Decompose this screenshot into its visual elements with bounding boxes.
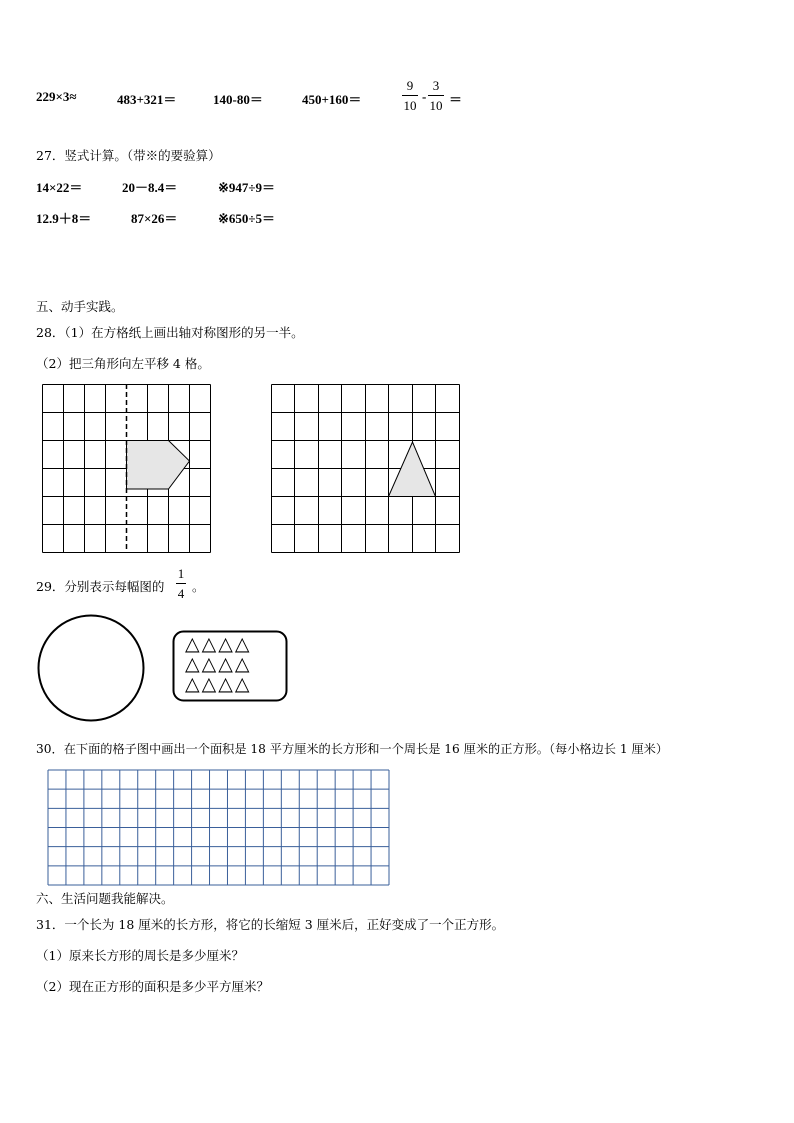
triangle-icon: △	[234, 653, 252, 675]
triangle-icon: △	[218, 653, 235, 675]
q29-text: 29．分别表示每幅图的	[36, 579, 165, 594]
circle-shape	[39, 616, 144, 721]
section5-title: 五、动手实践。	[36, 299, 124, 314]
triangle-icon: △	[201, 673, 219, 695]
triangle-icon: △	[185, 653, 202, 675]
triangle-icon: △	[201, 653, 219, 675]
fraction-numerator: 1	[177, 566, 185, 581]
circle-figure	[36, 613, 148, 725]
q31-sub2: （2）现在正方形的面积是多少平方厘米？	[36, 979, 269, 994]
fraction-equals: ＝	[449, 92, 463, 107]
triangle-icon: △	[201, 633, 219, 655]
fraction-nine-tenths	[402, 78, 418, 113]
section6-title: 六、生活问题我能解决。	[36, 891, 174, 906]
fraction-denominator: 4	[177, 586, 185, 601]
triangle-icon: △	[185, 673, 202, 695]
translation-grid	[271, 384, 463, 556]
triangle-grid	[185, 634, 281, 694]
q28-line2: （2）把三角形向左平移 4 格。	[36, 356, 210, 371]
triangle-row	[185, 674, 281, 694]
q29-tail: 。	[192, 579, 205, 594]
symmetry-grid	[42, 384, 214, 556]
q30-text: 30．在下面的格子图中画出一个面积是 18 平方厘米的长方形和一个周长是 16 厘米的正方形。（每小格边长 1 厘米）	[36, 742, 669, 756]
q27-r2-c3: ※650÷5＝	[218, 211, 276, 226]
oral-calc-2: 483+321＝	[117, 92, 177, 107]
oral-calc-1: 229×3≈	[36, 89, 77, 104]
q31-sub1: （1）原来长方形的周长是多少厘米？	[36, 948, 244, 963]
grid-lines	[272, 385, 460, 553]
fraction-three-tenths	[428, 78, 444, 113]
fraction-bar	[428, 95, 444, 96]
half-pentagon-shape	[127, 441, 190, 490]
fraction-operator: -	[422, 89, 427, 104]
triangle-icon: △	[234, 673, 252, 695]
triangle-icon: △	[185, 633, 202, 655]
triangle-icon: △	[234, 633, 252, 655]
fraction-bar	[176, 583, 186, 584]
fraction-bar	[402, 95, 418, 96]
oral-calc-3: 140-80＝	[213, 92, 263, 107]
q27-r2-c2: 87×26＝	[131, 211, 178, 226]
triangle-row	[185, 654, 281, 674]
fraction-numerator: 9	[406, 78, 414, 93]
triangle-shape	[389, 442, 436, 497]
q27-r1-c2: 20－8.4＝	[122, 180, 178, 195]
q27-r1-c3: ※947÷9＝	[218, 180, 276, 195]
fraction-numerator: 3	[432, 78, 440, 93]
fraction-one-quarter	[176, 566, 186, 601]
triangle-row	[185, 634, 281, 654]
q31-text: 31．一个长为 18 厘米的长方形，将它的长缩短 3 厘米后，正好变成了一个正方形。	[36, 917, 505, 932]
triangle-icon: △	[218, 633, 235, 655]
blue-square-grid	[47, 769, 391, 887]
fraction-denominator: 10	[429, 98, 443, 113]
q27-r1-c1: 14×22＝	[36, 180, 83, 195]
triangle-icon: △	[218, 673, 235, 695]
oral-calc-4: 450+160＝	[302, 92, 362, 107]
q27-r2-c1: 12.9＋8＝	[36, 211, 92, 226]
fraction-denominator: 10	[403, 98, 417, 113]
q27-title: 27．竖式计算。（带※的要验算）	[36, 148, 221, 163]
q28-line1: 28．（1）在方格纸上画出轴对称图形的另一半。	[36, 325, 304, 340]
